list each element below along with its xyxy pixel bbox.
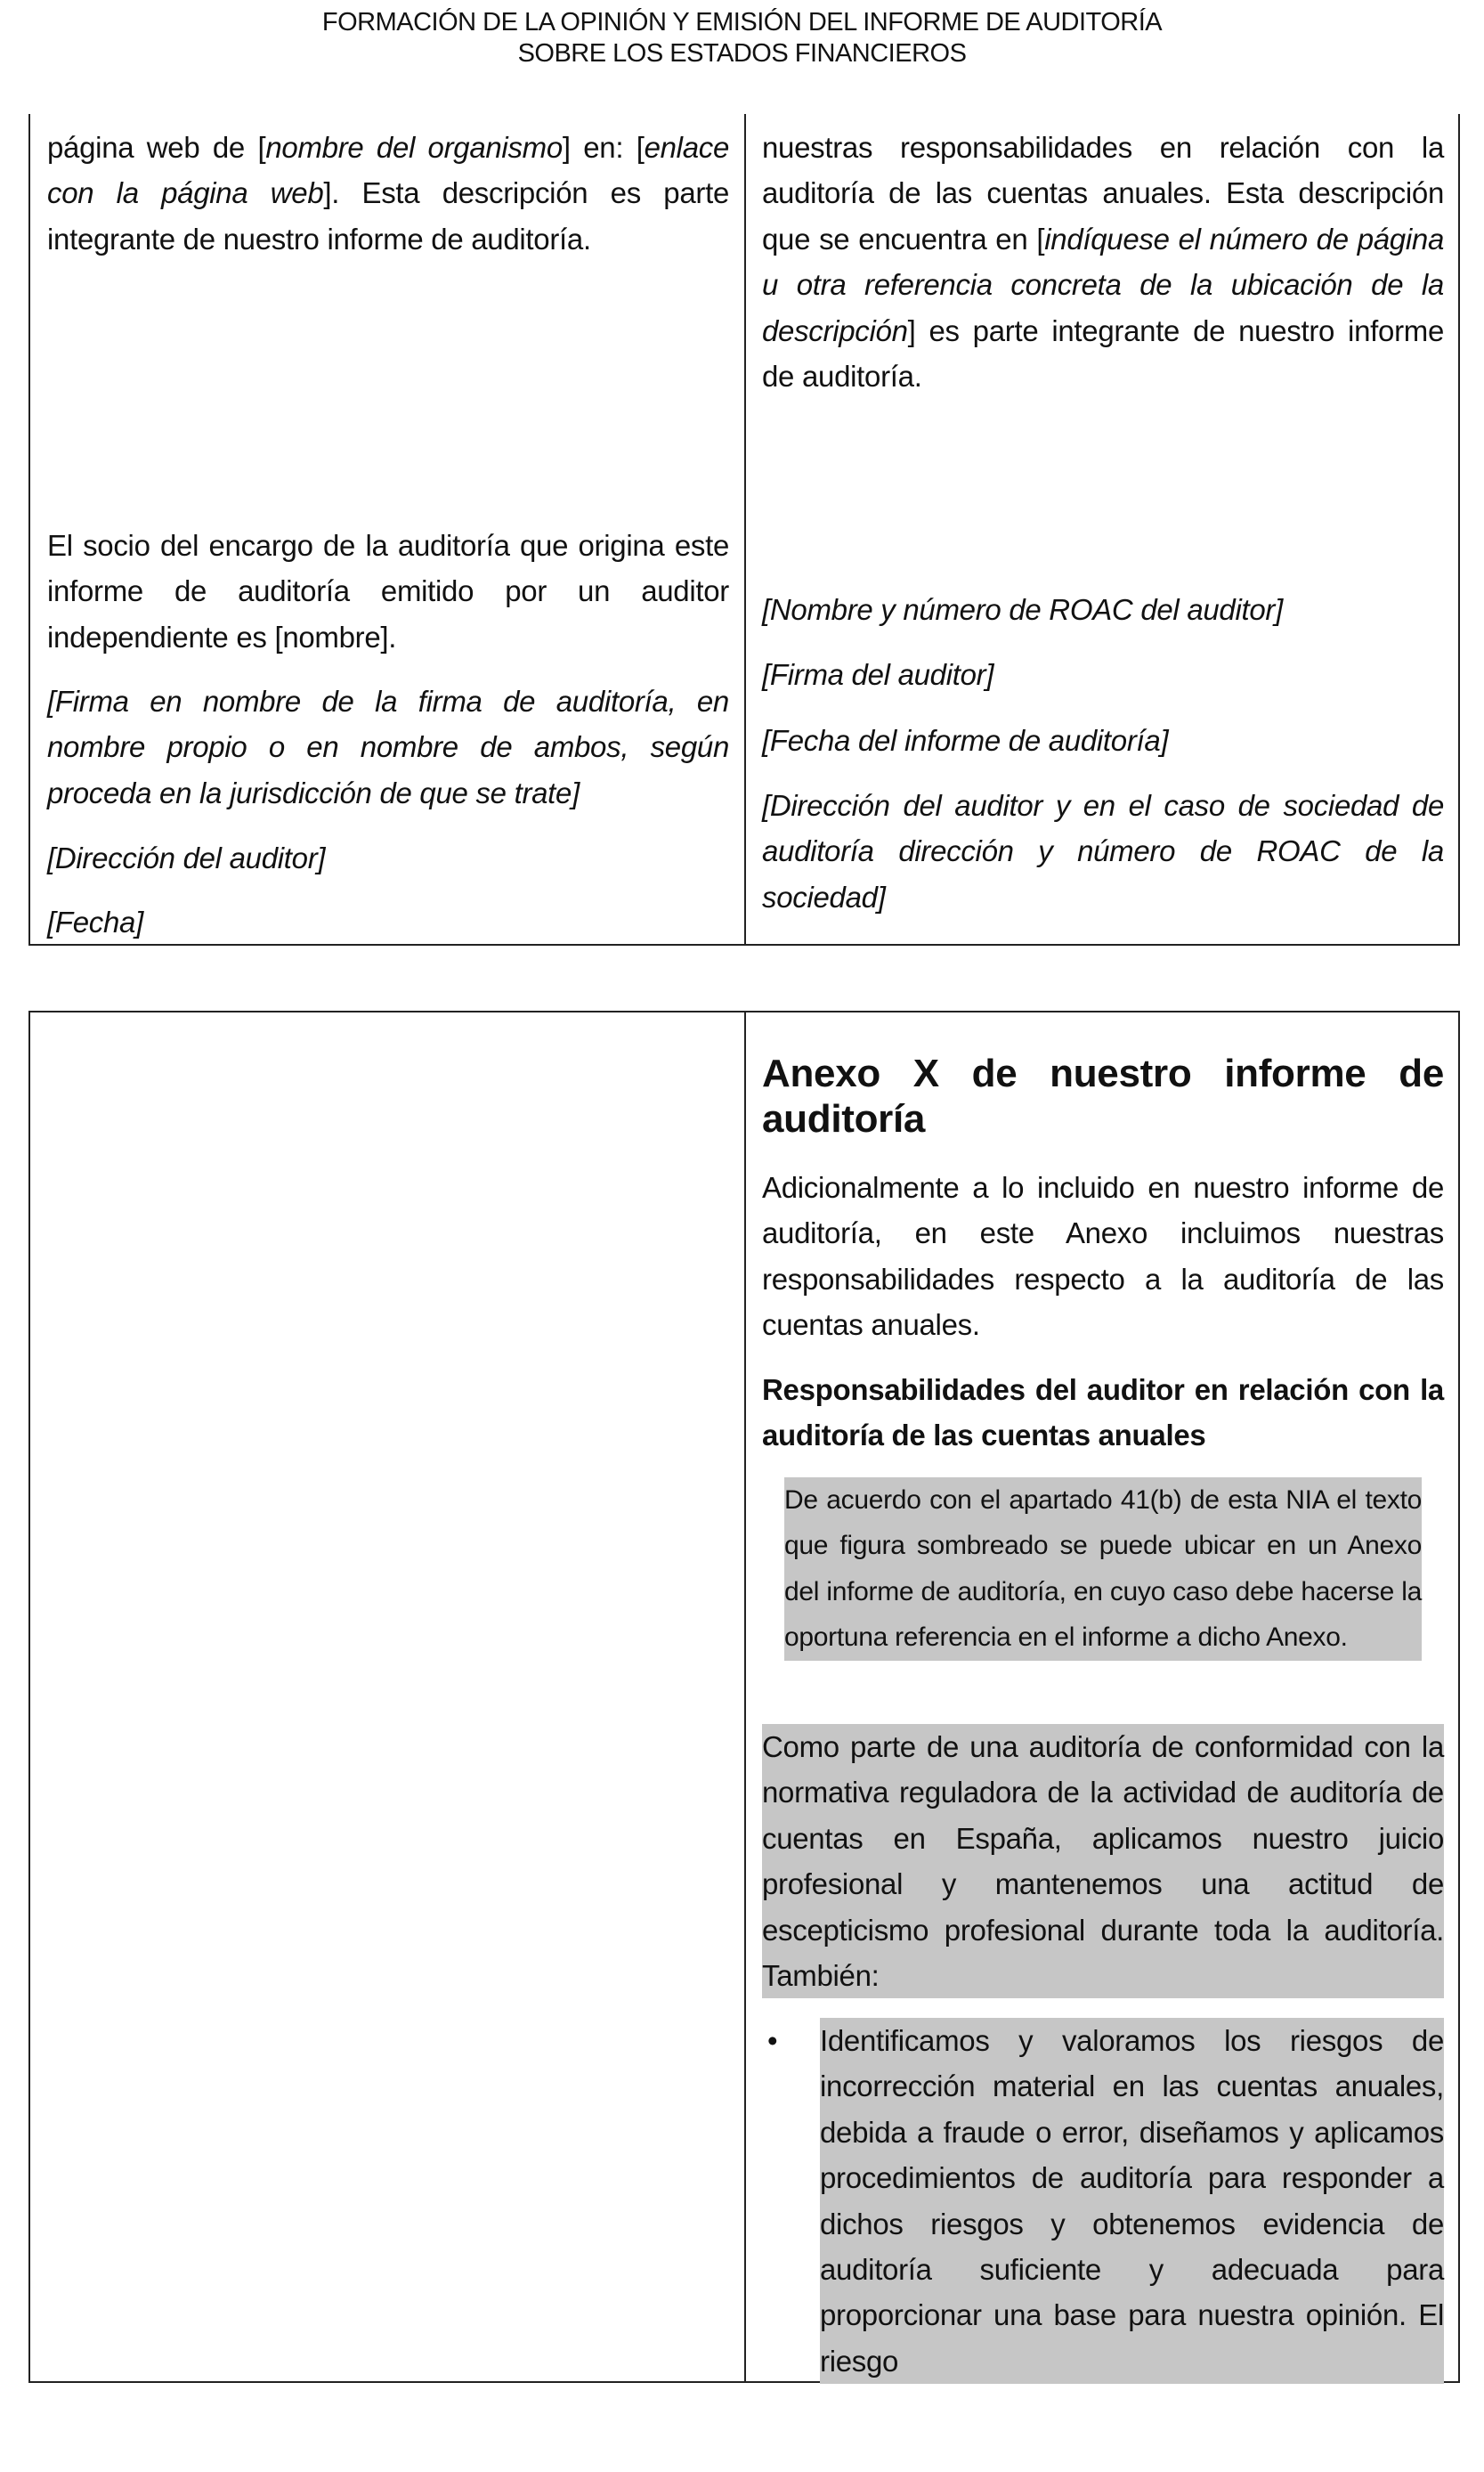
right-paragraph-responsabilidades bbox=[762, 125, 1444, 399]
text: [Nombre y número de ROAC del auditor] bbox=[762, 593, 1283, 626]
running-header bbox=[0, 7, 1484, 69]
shaded-paragraph: Como parte de una auditoría de conformidad con la normativa reguladora de la actividad de auditoría de cuentas en España, aplicamos nuestro juicio profesional y mantenemos una actitud de escepticismo profesional durante toda la auditoría. También: bbox=[762, 1724, 1444, 1998]
left-firma-placeholder bbox=[47, 679, 729, 816]
placeholder-text: indíquese el número de página u otra referencia concreta de la ubicación de la descripción bbox=[762, 222, 1444, 347]
right-nombre-roac bbox=[762, 587, 1444, 632]
left-fecha-placeholder bbox=[47, 899, 729, 945]
right-firma-auditor bbox=[762, 652, 1444, 697]
placeholder-text: nombre del organismo bbox=[265, 131, 563, 164]
text: nuestras responsabilidades en relación con la auditoría de las cuentas anuales. Esta descripción que se encuentra en [ bbox=[762, 131, 1444, 256]
left-paragraph-web bbox=[47, 125, 729, 262]
bullet-icon: • bbox=[767, 2024, 778, 2057]
text: página web de [ bbox=[47, 131, 266, 164]
annex-intro: Adicionalmente a lo incluido en nuestro informe de auditoría, en este Anexo incluimos nuestras responsabilidades respecto a la auditoría de las cuentas anuales. bbox=[762, 1171, 1444, 1342]
text: [Dirección del auditor] bbox=[47, 842, 326, 874]
annex-heading: Anexo X de nuestro informe de auditoría bbox=[762, 1052, 1444, 1141]
bullet-list-item bbox=[762, 2018, 1444, 2378]
shaded-note: De acuerdo con el apartado 41(b) de esta NIA el texto que figura sombreado se puede ubicar en un Anexo del informe de auditoría, en cuyo caso debe hacerse la oportuna referencia en el informe a dicho Anexo. bbox=[784, 1477, 1422, 1661]
header-line-1: FORMACIÓN DE LA OPINIÓN Y EMISIÓN DEL INFORME DE AUDITORÍA bbox=[321, 8, 1163, 37]
text: [Firma en nombre de la firma de auditoría, en nombre propio o en nombre de ambos, según proceda en la jurisdicción de que se trate] bbox=[47, 685, 729, 809]
right-fecha-informe bbox=[762, 718, 1444, 763]
column-divider bbox=[744, 1011, 746, 2383]
bullet-text: Identificamos y valoramos los riesgos de incorrección material en las cuentas anuales, debida a fraude o error, diseñamos y aplicamos procedimientos de auditoría para responder a dichos riesgos y obtenemos evidencia de auditoría suficiente y adecuada para proporcionar una base para nuestra opinión. El riesgo bbox=[820, 2018, 1444, 2384]
left-paragraph-socio: El socio del encargo de la auditoría que origina este informe de auditoría emitido por un auditor independiente es [nombre]. bbox=[47, 529, 729, 654]
header-line-2: SOBRE LOS ESTADOS FINANCIEROS bbox=[517, 39, 967, 68]
text: ] en: [ bbox=[562, 131, 645, 164]
responsibilities-subheading: Responsabilidades del auditor en relación con la auditoría de las cuentas anuales bbox=[762, 1373, 1444, 1452]
text: [Fecha] bbox=[47, 906, 143, 939]
left-direccion-placeholder bbox=[47, 835, 729, 881]
right-direccion-auditor bbox=[762, 783, 1444, 920]
text: [Dirección del auditor y en el caso de sociedad de auditoría dirección y número de ROAC de la sociedad] bbox=[762, 789, 1444, 914]
placeholder-text: enlace con la página web bbox=[47, 131, 730, 210]
text: ] es parte integrante de nuestro informe de auditoría. bbox=[762, 313, 1444, 394]
text: ]. Esta descripción es parte integrante de nuestro informe de auditoría. bbox=[47, 176, 729, 256]
column-divider bbox=[744, 114, 746, 946]
text: [Firma del auditor] bbox=[762, 658, 994, 691]
text: [Fecha del informe de auditoría] bbox=[762, 724, 1169, 757]
